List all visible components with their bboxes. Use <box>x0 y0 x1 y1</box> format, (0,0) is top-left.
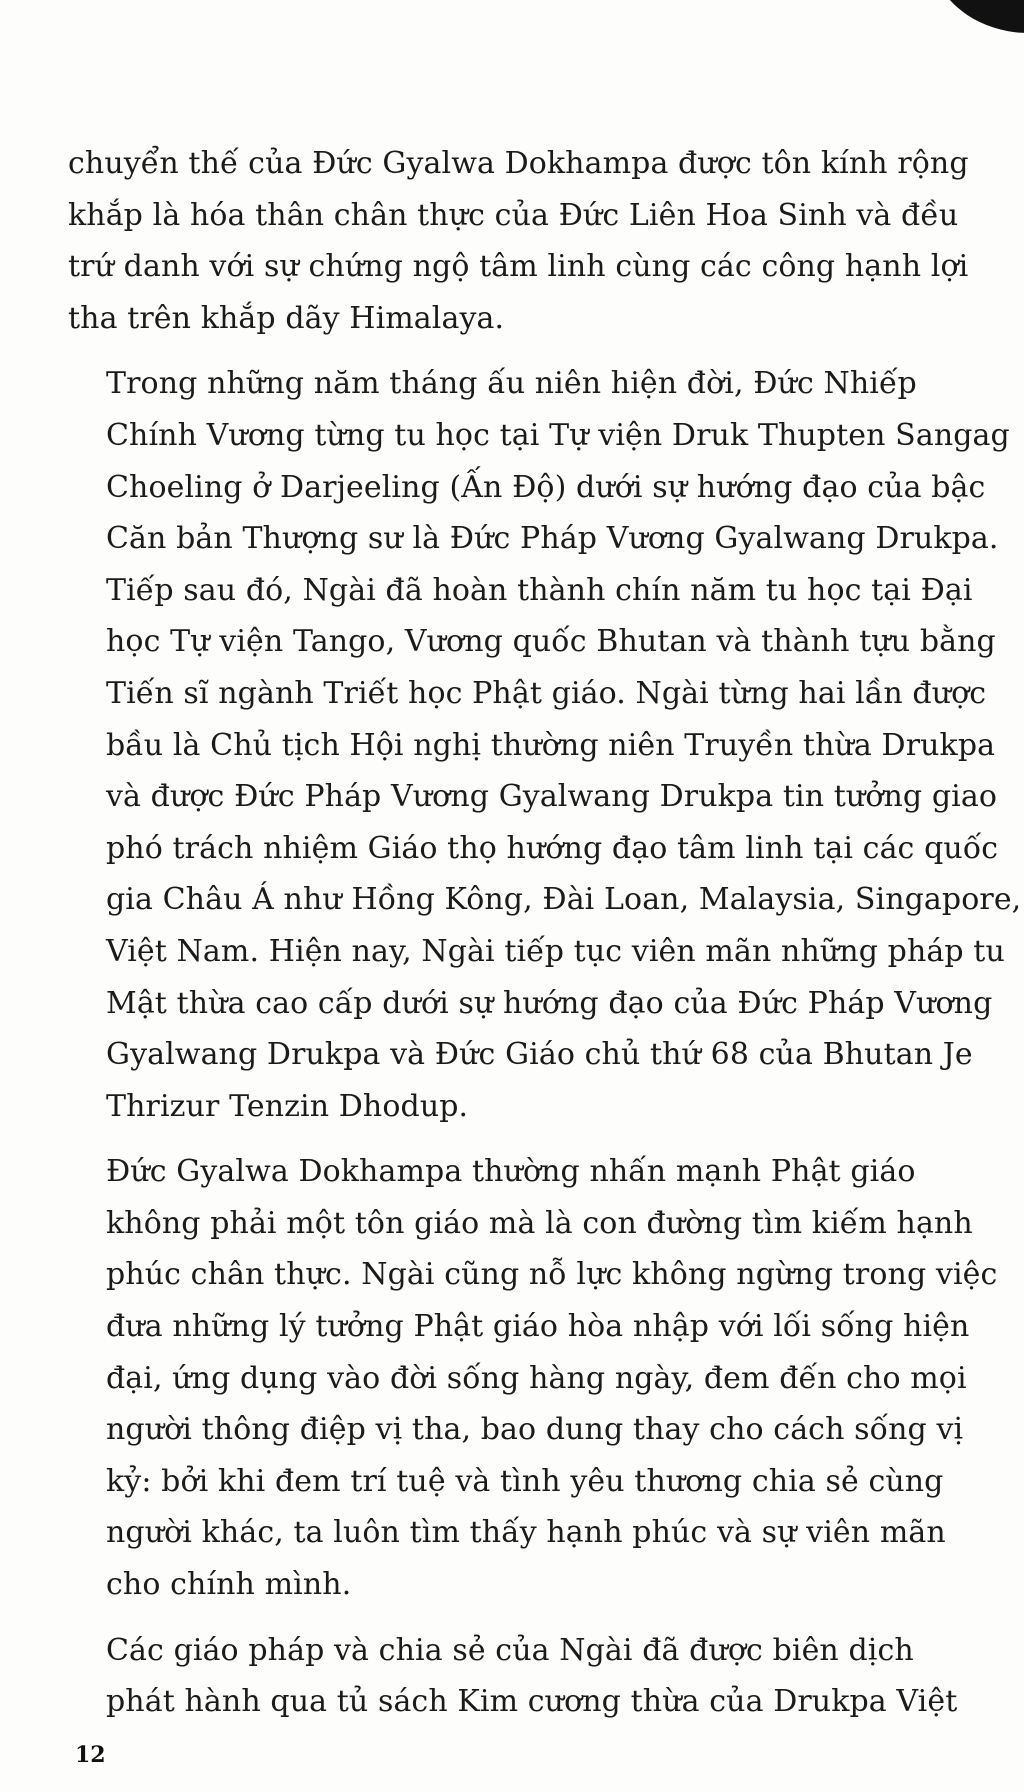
text-line: Thrizur Tenzin Dhodup. <box>106 1088 469 1124</box>
text-line: phúc chân thực. Ngài cũng nỗ lực không ngừng trong việc <box>106 1257 998 1293</box>
text-line: khắp là hóa thân chân thực của Đức Liên Hoa Sinh và đều <box>68 197 959 233</box>
text-line: Các giáo pháp và chia sẻ của Ngài đã được biên dịch <box>106 1632 914 1668</box>
text-line: không phải một tôn giáo mà là con đường tìm kiếm hạnh <box>106 1205 973 1241</box>
page-number: 12 <box>75 1742 106 1768</box>
text-line: người thông điệp vị tha, bao dung thay cho cách sống vị <box>106 1412 964 1448</box>
text-line: đưa những lý tưởng Phật giáo hòa nhập với lối sống hiện <box>106 1309 970 1345</box>
text-line: đại, ứng dụng vào đời sống hàng ngày, đem đến cho mọi <box>106 1360 967 1396</box>
text-line: cho chính mình. <box>106 1567 352 1603</box>
text-line: Mật thừa cao cấp dưới sự hướng đạo của Đức Pháp Vương <box>106 985 993 1021</box>
paragraph-3 <box>68 1146 998 1610</box>
text-line: học Tự viện Tango, Vương quốc Bhutan và thành tựu bằng <box>106 624 996 660</box>
text-line: gia Châu Á như Hồng Kông, Đài Loan, Malaysia, Singapore, <box>106 882 1022 918</box>
text-line: Chính Vương từng tu học tại Tự viện Druk Thupten Sangag <box>106 417 1010 453</box>
paragraph-1 <box>68 138 969 344</box>
text-line: tha trên khắp dãy Himalaya. <box>68 300 505 336</box>
text-line: Căn bản Thượng sư là Đức Pháp Vương Gyalwang Drukpa. <box>106 521 999 557</box>
text-line: bầu là Chủ tịch Hội nghị thường niên Truyền thừa Drukpa <box>106 727 996 763</box>
text-line: phó trách nhiệm Giáo thọ hướng đạo tâm linh tại các quốc <box>106 830 999 866</box>
paragraph-4 <box>68 1625 958 1728</box>
text-line: trứ danh với sự chứng ngộ tâm linh cùng các công hạnh lợi <box>68 249 969 285</box>
paragraph-2 <box>68 358 1022 1132</box>
text-line: kỷ: bởi khi đem trí tuệ và tình yêu thương chia sẻ cùng <box>106 1463 944 1499</box>
text-line: Tiếp sau đó, Ngài đã hoàn thành chín năm tu học tại Đại <box>106 572 973 608</box>
body-text <box>68 138 1022 1742</box>
text-line: người khác, ta luôn tìm thấy hạnh phúc và sự viên mãn <box>106 1515 946 1551</box>
text-line: Gyalwang Drukpa và Đức Giáo chủ thứ 68 của Bhutan Je <box>106 1037 973 1073</box>
text-line: Đức Gyalwa Dokhampa thường nhấn mạnh Phật giáo <box>106 1154 916 1190</box>
text-line: Trong những năm tháng ấu niên hiện đời, Đức Nhiếp <box>106 366 917 402</box>
text-line: phát hành qua tủ sách Kim cương thừa của Drukpa Việt <box>106 1684 958 1720</box>
text-line: Tiến sĩ ngành Triết học Phật giáo. Ngài từng hai lần được <box>106 675 987 711</box>
page-corner-shadow <box>922 0 1024 51</box>
text-line: chuyển thế của Đức Gyalwa Dokhampa được tôn kính rộng <box>68 146 969 181</box>
text-line: Việt Nam. Hiện nay, Ngài tiếp tục viên mãn những pháp tu <box>106 933 1005 969</box>
text-line: Choeling ở Darjeeling (Ấn Độ) dưới sự hướng đạo của bậc <box>106 469 986 505</box>
text-line: và được Đức Pháp Vương Gyalwang Drukpa tin tưởng giao <box>106 779 998 815</box>
